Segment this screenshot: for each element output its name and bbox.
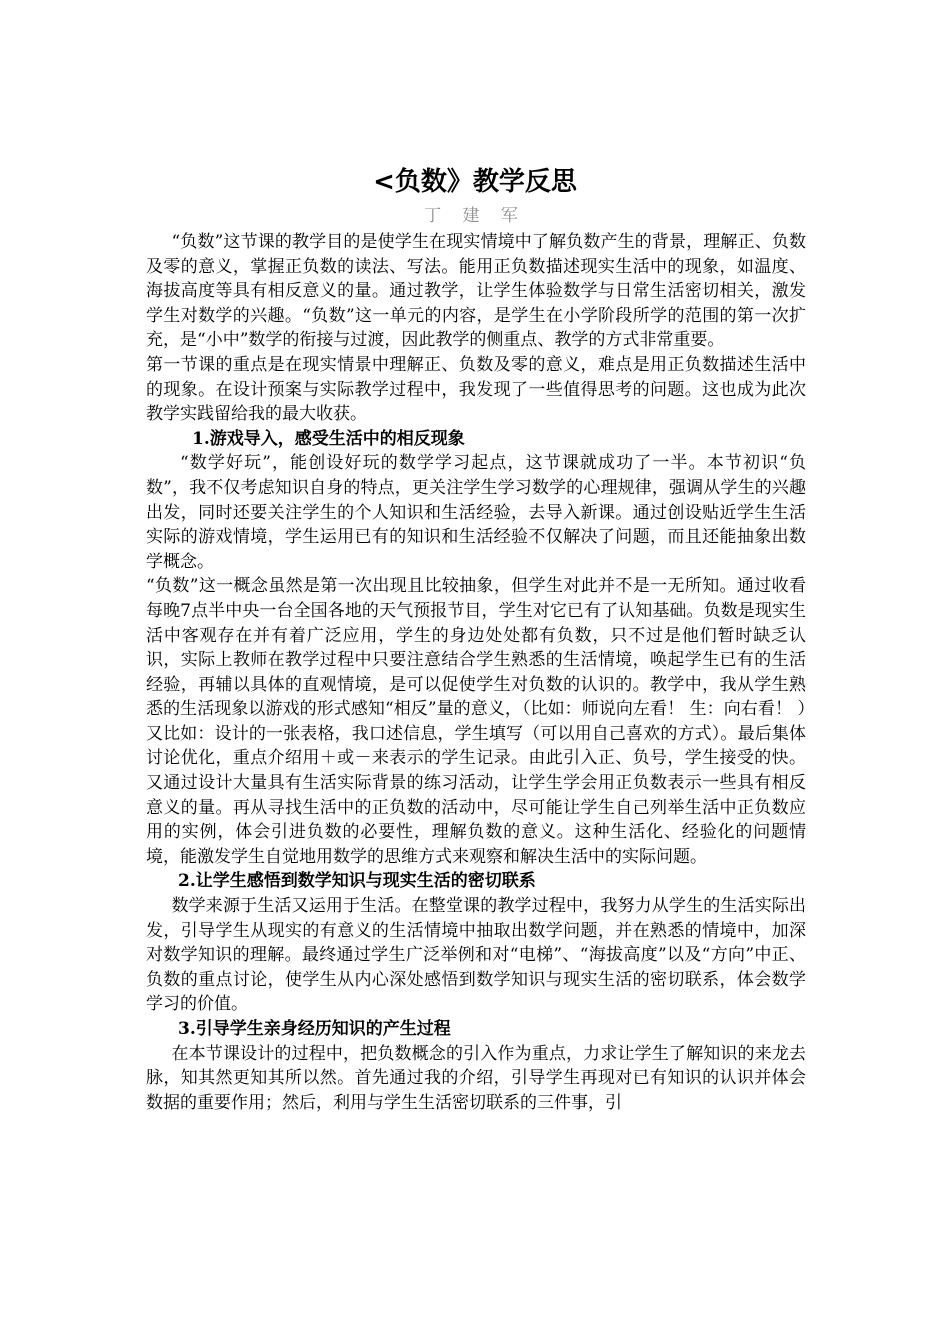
section-heading-1: 1.游戏导入，感受生活中的相反现象 — [192, 428, 465, 449]
document-title: <负数》教学反思 — [373, 167, 577, 197]
paragraph-section-1b: “负数”这一概念虽然是第一次出现且比较抽象，但学生对此并不是一无所知。通过收看每晚7点半中央一台全国各地的天气预报节目，学生对它已有了认知基础。负数是现实生活中客观存在并有着广泛应用，学生的身边处处都有负数，只不过是他们暂时缺乏认识，实际上教师在教学过程中只要注意结合学生熟悉的生活情境，唤起学生已有的生活经验，再辅以具体的直观情境，是可以促使学生对负数的认识的。教学中，我从学生熟悉的生活现象以游戏的形式感知“相反”量的意义，（比如：师说向左看！ 生：向右看！ ）又比如：设计的一张表格，我口述信息，学生填写（可以用自己喜欢的方式）。最后集体讨论优化，重点介绍用＋或－来表示的学生记录。由此引入正、负号，学生接受的快。又通过设计大量具有生活实际背景的练习活动，让学生学会用正负数表示一些具有相反意义的量。再从寻找生活中的正负数的活动中，尽可能让学生自己列举生活中正负数应用的实例，体会引进负数的必要性，理解负数的意义。这种生活化、经验化的问题情境，能激发学生自觉地用数学的思维方式来观察和解决生活中的实际问题。 — [146, 576, 806, 867]
paragraph-intro: “负数”这节课的教学目的是使学生在现实情境中了解负数产生的背景，理解正、负数及零的意义，掌握正负数的读法、写法。能用正负数描述现实生活中的现象，如温度、海拔高度等具有相反意义的量。通过教学，让学生体验数学与日常生活密切相关，激发学生对数学的兴趣。“负数”这一单元的内容，是学生在小学阶段所学的范围的第一次扩充，是“小中”数学的衔接与过渡，因此教学的侧重点、教学的方式非常重要。 — [146, 232, 806, 351]
paragraph-section-3: 在本节课设计的过程中，把负数概念的引入作为重点，力求让学生了解知识的来龙去脉，知其然更知其所以然。首先通过我的介绍，引导学生再现对已有知识的认识并体会数据的重要作用；然后，利用与学生生活密切联系的三件事，引 — [146, 1043, 806, 1113]
section-heading-2: 2.让学生感悟到数学知识与现实生活的密切联系 — [178, 871, 536, 892]
paragraph-section-2: 数学来源于生活又运用于生活。在整堂课的教学过程中，我努力从学生的生活实际出发，引导学生从现实的有意义的生活情境中抽取出数学问题，并在熟悉的情境中，加深对数学知识的理解。最终通过学生广泛举例和对“电梯”、“海拔高度”以及“方向”中正、负数的重点讨论，使学生从内心深处感悟到数学知识与现实生活的密切联系，体会数学学习的价值。 — [146, 896, 806, 1015]
document-body — [146, 230, 806, 1115]
document-author: 丁 建 军 — [424, 206, 526, 226]
section-heading-3: 3.引导学生亲身经历知识的产生过程 — [178, 1019, 451, 1039]
paragraph-section-1a: “数学好玩”，能创设好玩的数学学习起点，这节课就成功了一半。本节初识“负数”，我不仅考虑知识自身的特点，更关注学生学习数学的心理规律，强调从学生的兴趣出发，同时还要关注学生的个人知识和生活经验，去导入新课。通过创设贴近学生生活实际的游戏情境，学生运用已有的知识和生活经验不仅解决了问题，而且还能抽象出数学概念。 — [146, 453, 806, 572]
paragraph-focus: 第一节课的重点是在现实情景中理解正、负数及零的意义，难点是用正负数描述生活中的现象。在设计预案与实际教学过程中，我发现了一些值得思考的问题。这也成为此次教学实践留给我的最大收获。 — [146, 354, 806, 425]
